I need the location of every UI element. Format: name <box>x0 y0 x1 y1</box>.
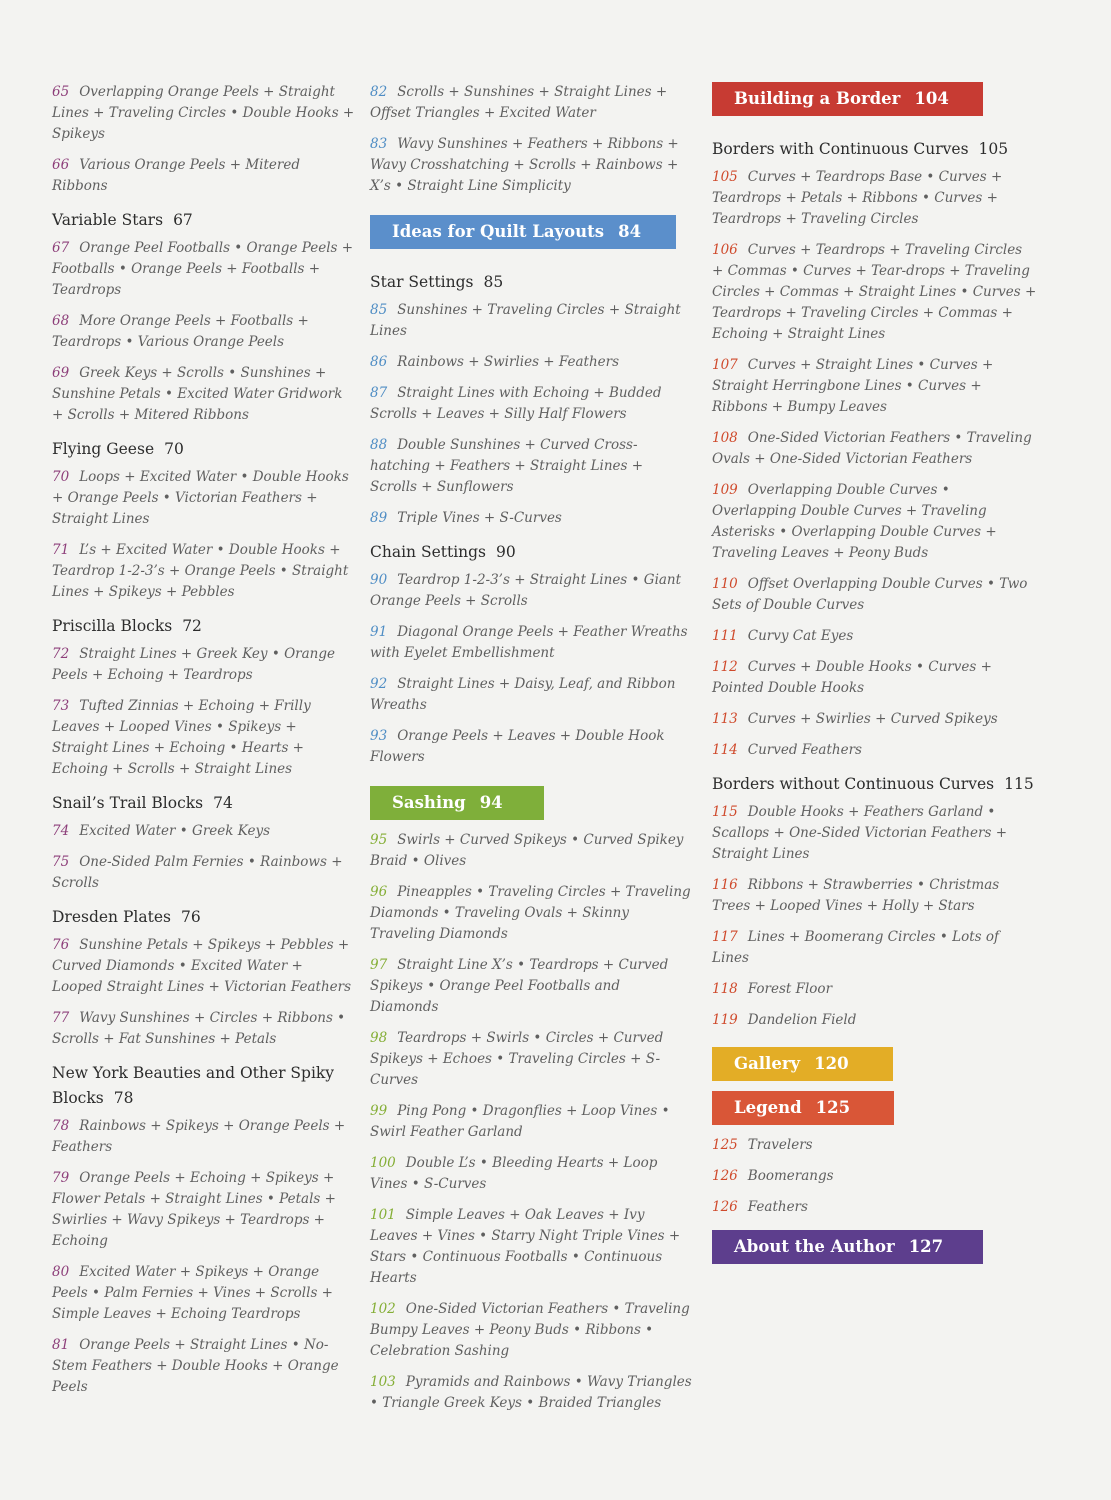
chapter-page-number: 84 <box>618 222 642 241</box>
toc-entry <box>370 1028 692 1091</box>
toc-entry <box>52 311 357 353</box>
toc-entry <box>52 1116 357 1158</box>
entry-text: Feathers <box>747 1199 808 1215</box>
section-heading <box>52 208 357 233</box>
toc-column-1 <box>52 82 357 1408</box>
entry-text: Curvy Cat Eyes <box>747 628 854 644</box>
chapter-page-number: 125 <box>815 1098 851 1117</box>
section-heading <box>52 1061 357 1111</box>
section-title: Priscilla Blocks <box>52 617 173 635</box>
entry-text: Simple Leaves + Oak Leaves + Ivy Leaves + Vines • Starry Night Triple Vines + Stars • Continuous Footballs • Continuous Hearts <box>370 1207 681 1286</box>
toc-entry <box>712 657 1037 699</box>
toc-entry <box>712 1135 1037 1156</box>
entry-page-number: 79 <box>52 1170 70 1186</box>
entry-page-number: 97 <box>370 957 388 973</box>
entry-text: Swirls + Curved Spikeys • Curved Spikey Braid • Olives <box>370 832 684 869</box>
entry-page-number: 70 <box>52 469 70 485</box>
entry-page-number: 80 <box>52 1264 70 1280</box>
toc-entry <box>712 979 1037 1000</box>
chapter-page-number: 104 <box>914 89 949 108</box>
section-page-number: 115 <box>1004 775 1034 793</box>
entry-page-number: 100 <box>370 1155 396 1171</box>
entry-page-number: 102 <box>370 1301 396 1317</box>
entry-text: Curves + Double Hooks • Curves + Pointed Double Hooks <box>712 659 992 696</box>
entry-text: Teardrops + Swirls • Circles + Curved Spikeys + Echoes • Traveling Circles + S-Curves <box>370 1030 664 1088</box>
toc-entry <box>712 480 1037 564</box>
entry-page-number: 81 <box>52 1337 70 1353</box>
toc-entry <box>52 238 357 301</box>
toc-entry <box>52 821 357 842</box>
entry-text: Sunshines + Traveling Circles + Straight Lines <box>370 302 681 339</box>
toc-column-3 <box>712 82 1037 1274</box>
entry-text: Curves + Straight Lines • Curves + Straight Herringbone Lines • Curves + Ribbons + Bumpy Leaves <box>712 357 994 415</box>
toc-entry <box>370 622 692 664</box>
chapter-page-number: 94 <box>479 793 503 812</box>
entry-text: Rainbows + Spikeys + Orange Peels + Feathers <box>52 1118 346 1155</box>
toc-column-2 <box>370 82 692 1424</box>
section-page-number: 70 <box>164 440 184 458</box>
entry-text: Curves + Swirlies + Curved Spikeys <box>747 711 998 727</box>
toc-entry <box>370 435 692 498</box>
entry-text: Ping Pong • Dragonflies + Loop Vines • Swirl Feather Garland <box>370 1103 670 1140</box>
section-title: Flying Geese <box>52 440 155 458</box>
section-heading <box>52 791 357 816</box>
entry-text: Forest Floor <box>747 981 833 997</box>
toc-entry <box>712 574 1037 616</box>
section-heading <box>370 270 692 295</box>
entry-page-number: 113 <box>712 711 738 727</box>
entry-text: Curves + Teardrops + Traveling Circles + Commas • Curves + Tear-drops + Traveling Circles + Commas + Straight Lines • Curves + Teardrops + Traveling Circles + Commas + Echoing + Straight Lines <box>712 242 1037 342</box>
section-heading <box>370 540 692 565</box>
chapter-band <box>370 215 676 249</box>
toc-entry <box>52 363 357 426</box>
entry-page-number: 103 <box>370 1374 396 1390</box>
entry-text: Orange Peel Footballs • Orange Peels + Footballs • Orange Peels + Footballs + Teardrops <box>52 240 354 298</box>
entry-text: Triple Vines + S-Curves <box>397 510 562 526</box>
chapter-band <box>712 1047 893 1081</box>
entry-page-number: 78 <box>52 1118 70 1134</box>
toc-entry <box>370 1153 692 1195</box>
entry-page-number: 101 <box>370 1207 396 1223</box>
entry-page-number: 118 <box>712 981 738 997</box>
toc-entry <box>52 1262 357 1325</box>
entry-text: Straight Lines + Daisy, Leaf, and Ribbon Wreaths <box>370 676 676 713</box>
entry-text: Double L’s • Bleeding Hearts + Loop Vines • S-Curves <box>370 1155 658 1192</box>
entry-page-number: 96 <box>370 884 388 900</box>
section-page-number: 85 <box>483 273 504 291</box>
toc-entry <box>52 155 357 197</box>
entry-text: Curved Feathers <box>747 742 862 758</box>
section-heading <box>52 905 357 930</box>
entry-page-number: 74 <box>52 823 70 839</box>
entry-page-number: 111 <box>712 628 738 644</box>
toc-entry <box>370 955 692 1018</box>
entry-page-number: 89 <box>370 510 388 526</box>
toc-entry <box>52 852 357 894</box>
entry-text: One-Sided Palm Fernies • Rainbows + Scrolls <box>52 854 343 891</box>
entry-text: Boomerangs <box>747 1168 834 1184</box>
entry-page-number: 69 <box>52 365 70 381</box>
toc-entry <box>52 696 357 780</box>
entry-text: Straight Line X’s • Teardrops + Curved Spikeys • Orange Peel Footballs and Diamonds <box>370 957 669 1015</box>
entry-page-number: 126 <box>712 1199 738 1215</box>
chapter-band <box>712 1091 894 1125</box>
toc-entry <box>712 709 1037 730</box>
entry-page-number: 105 <box>712 169 738 185</box>
entry-page-number: 112 <box>712 659 738 675</box>
entry-text: Orange Peels + Echoing + Spikeys + Flower Petals + Straight Lines • Petals + Swirlies + Wavy Spikeys + Teardrops + Echoing <box>52 1170 336 1249</box>
toc-entry <box>712 1166 1037 1187</box>
section-title: Variable Stars <box>52 211 164 229</box>
section-page-number: 90 <box>496 543 516 561</box>
section-heading <box>712 772 1037 797</box>
toc-entry <box>370 352 692 373</box>
toc-entry <box>370 726 692 768</box>
entry-text: Curves + Teardrops Base • Curves + Teardrops + Petals + Ribbons • Curves + Teardrops + Traveling Circles <box>712 169 1003 227</box>
entry-page-number: 65 <box>52 84 70 100</box>
entry-page-number: 72 <box>52 646 70 662</box>
entry-text: Various Orange Peels + Mitered Ribbons <box>52 157 300 194</box>
toc-entry <box>712 927 1037 969</box>
entry-page-number: 116 <box>712 877 738 893</box>
toc-entry <box>52 1168 357 1252</box>
entry-text: One-Sided Victorian Feathers • Traveling Ovals + One-Sided Victorian Feathers <box>712 430 1032 467</box>
section-title: Snail’s Trail Blocks <box>52 794 204 812</box>
entry-text: Straight Lines + Greek Key • Orange Peels + Echoing + Teardrops <box>52 646 335 683</box>
toc-entry <box>370 570 692 612</box>
toc-entry <box>52 82 357 145</box>
toc-entry <box>712 802 1037 865</box>
toc-entry <box>712 875 1037 917</box>
section-title: New York Beauties and Other Spiky Blocks <box>52 1064 335 1107</box>
entry-text: Excited Water • Greek Keys <box>79 823 271 839</box>
chapter-band <box>370 786 544 820</box>
entry-text: Sunshine Petals + Spikeys + Pebbles + Curved Diamonds • Excited Water + Looped Straight Lines + Victorian Feathers <box>52 937 352 995</box>
entry-page-number: 115 <box>712 804 738 820</box>
toc-entry <box>370 508 692 529</box>
toc-entry <box>712 1197 1037 1218</box>
entry-text: Greek Keys + Scrolls • Sunshines + Sunshine Petals • Excited Water Gridwork + Scrolls + Mitered Ribbons <box>52 365 343 423</box>
entry-page-number: 76 <box>52 937 70 953</box>
entry-text: Orange Peels + Straight Lines • No-Stem Feathers + Double Hooks + Orange Peels <box>52 1337 339 1395</box>
section-title: Dresden Plates <box>52 908 171 926</box>
entry-page-number: 90 <box>370 572 388 588</box>
chapter-page-number: 120 <box>814 1054 849 1073</box>
entry-page-number: 86 <box>370 354 388 370</box>
entry-page-number: 107 <box>712 357 738 373</box>
toc-entry <box>712 626 1037 647</box>
entry-text: Double Sunshines + Curved Cross-hatching + Feathers + Straight Lines + Scrolls + Sunflowers <box>370 437 644 495</box>
section-title: Borders with Continuous Curves <box>712 140 969 158</box>
toc-entry <box>712 355 1037 418</box>
entry-text: Ribbons + Strawberries • Christmas Trees + Looped Vines + Holly + Stars <box>712 877 1000 914</box>
entry-page-number: 114 <box>712 742 738 758</box>
section-title: Borders without Continuous Curves <box>712 775 995 793</box>
section-page-number: 72 <box>182 617 202 635</box>
entry-text: Wavy Sunshines + Feathers + Ribbons + Wavy Crosshatching + Scrolls + Rainbows + X’s • Straight Line Simplicity <box>370 136 679 194</box>
toc-entry <box>712 167 1037 230</box>
section-page-number: 67 <box>173 211 193 229</box>
entry-page-number: 77 <box>52 1010 70 1026</box>
entry-text: Orange Peels + Leaves + Double Hook Flowers <box>370 728 665 765</box>
entry-page-number: 99 <box>370 1103 388 1119</box>
entry-page-number: 117 <box>712 929 738 945</box>
section-page-number: 78 <box>113 1089 134 1107</box>
toc-entry <box>370 1101 692 1143</box>
chapter-title: Building a Border <box>734 89 901 108</box>
chapter-title: Gallery <box>734 1054 801 1073</box>
entry-text: Tufted Zinnias + Echoing + Frilly Leaves + Looped Vines • Spikeys + Straight Lines + Echoing • Hearts + Echoing + Scrolls + Straight Lines <box>52 698 311 777</box>
entry-text: Pineapples • Traveling Circles + Traveling Diamonds • Traveling Ovals + Skinny Traveling Diamonds <box>370 884 691 942</box>
section-heading <box>52 437 357 462</box>
toc-entry <box>52 540 357 603</box>
entry-page-number: 75 <box>52 854 70 870</box>
entry-text: Offset Overlapping Double Curves • Two Sets of Double Curves <box>712 576 1028 613</box>
chapter-band <box>712 82 983 116</box>
entry-text: Pyramids and Rainbows • Wavy Triangles • Triangle Greek Keys • Braided Triangles <box>370 1374 692 1411</box>
entry-page-number: 67 <box>52 240 70 256</box>
chapter-title: Legend <box>734 1098 802 1117</box>
entry-page-number: 108 <box>712 430 738 446</box>
entry-page-number: 110 <box>712 576 738 592</box>
entry-page-number: 71 <box>52 542 70 558</box>
chapter-title: About the Author <box>734 1237 895 1256</box>
entry-page-number: 83 <box>370 136 388 152</box>
entry-page-number: 88 <box>370 437 388 453</box>
toc-entry <box>370 1205 692 1289</box>
section-heading <box>712 137 1037 162</box>
entry-text: Scrolls + Sunshines + Straight Lines + Offset Triangles + Excited Water <box>370 84 668 121</box>
toc-entry <box>712 428 1037 470</box>
entry-text: Wavy Sunshines + Circles + Ribbons • Scrolls + Fat Sunshines + Petals <box>52 1010 346 1047</box>
section-title: Chain Settings <box>370 543 487 561</box>
entry-page-number: 92 <box>370 676 388 692</box>
toc-entry <box>52 644 357 686</box>
section-page-number: 76 <box>180 908 201 926</box>
toc-entry <box>52 1335 357 1398</box>
entry-text: Loops + Excited Water • Double Hooks + Orange Peels • Victorian Feathers + Straight Lines <box>52 469 349 527</box>
entry-page-number: 66 <box>52 157 70 173</box>
entry-page-number: 95 <box>370 832 388 848</box>
section-heading <box>52 614 357 639</box>
entry-page-number: 126 <box>712 1168 738 1184</box>
toc-entry <box>370 1299 692 1362</box>
entry-page-number: 93 <box>370 728 388 744</box>
entry-page-number: 125 <box>712 1137 738 1153</box>
toc-entry <box>52 935 357 998</box>
entry-text: Double Hooks + Feathers Garland • Scallops + One-Sided Victorian Feathers + Straight Lines <box>712 804 1008 862</box>
entry-text: Teardrop 1-2-3’s + Straight Lines • Giant Orange Peels + Scrolls <box>370 572 682 609</box>
entry-page-number: 106 <box>712 242 738 258</box>
toc-entry <box>712 240 1037 345</box>
chapter-band <box>712 1230 983 1264</box>
entry-text: More Orange Peels + Footballs + Teardrops • Various Orange Peels <box>52 313 309 350</box>
entry-page-number: 91 <box>370 624 388 640</box>
toc-entry <box>370 882 692 945</box>
section-page-number: 105 <box>978 140 1009 158</box>
entry-text: Dandelion Field <box>747 1012 857 1028</box>
section-title: Star Settings <box>370 273 474 291</box>
toc-entry <box>712 740 1037 761</box>
entry-text: Overlapping Double Curves • Overlapping Double Curves + Traveling Asterisks • Overlapping Double Curves + Traveling Leaves + Peony Buds <box>712 482 997 561</box>
toc-entry <box>370 82 692 124</box>
entry-page-number: 82 <box>370 84 388 100</box>
toc-entry <box>52 1008 357 1050</box>
toc-entry <box>370 383 692 425</box>
entry-text: Diagonal Orange Peels + Feather Wreaths with Eyelet Embellishment <box>370 624 688 661</box>
entry-text: Travelers <box>747 1137 813 1153</box>
entry-text: Excited Water + Spikeys + Orange Peels • Palm Fernies + Vines + Scrolls + Simple Leaves + Echoing Teardrops <box>52 1264 333 1322</box>
toc-entry <box>370 134 692 197</box>
toc-entry <box>370 830 692 872</box>
entry-page-number: 68 <box>52 313 70 329</box>
chapter-title: Sashing <box>392 793 466 812</box>
entry-page-number: 73 <box>52 698 70 714</box>
section-page-number: 74 <box>213 794 233 812</box>
toc-entry <box>370 300 692 342</box>
chapter-title: Ideas for Quilt Layouts <box>392 222 605 241</box>
entry-text: Lines + Boomerang Circles • Lots of Lines <box>712 929 999 966</box>
entry-text: Straight Lines with Echoing + Budded Scrolls + Leaves + Silly Half Flowers <box>370 385 662 422</box>
toc-entry <box>712 1010 1037 1031</box>
entry-page-number: 85 <box>370 302 388 318</box>
toc-entry <box>370 674 692 716</box>
entry-text: Overlapping Orange Peels + Straight Lines + Traveling Circles • Double Hooks + Spikeys <box>52 84 355 142</box>
entry-text: Rainbows + Swirlies + Feathers <box>397 354 620 370</box>
entry-text: One-Sided Victorian Feathers • Traveling Bumpy Leaves + Peony Buds • Ribbons • Celebration Sashing <box>370 1301 690 1359</box>
entry-page-number: 98 <box>370 1030 388 1046</box>
entry-page-number: 109 <box>712 482 738 498</box>
entry-page-number: 87 <box>370 385 388 401</box>
toc-entry <box>370 1372 692 1414</box>
chapter-page-number: 127 <box>908 1237 944 1256</box>
entry-text: L’s + Excited Water • Double Hooks + Teardrop 1-2-3’s + Orange Peels • Straight Lines + Spikeys + Pebbles <box>52 542 349 600</box>
toc-entry <box>52 467 357 530</box>
entry-page-number: 119 <box>712 1012 738 1028</box>
